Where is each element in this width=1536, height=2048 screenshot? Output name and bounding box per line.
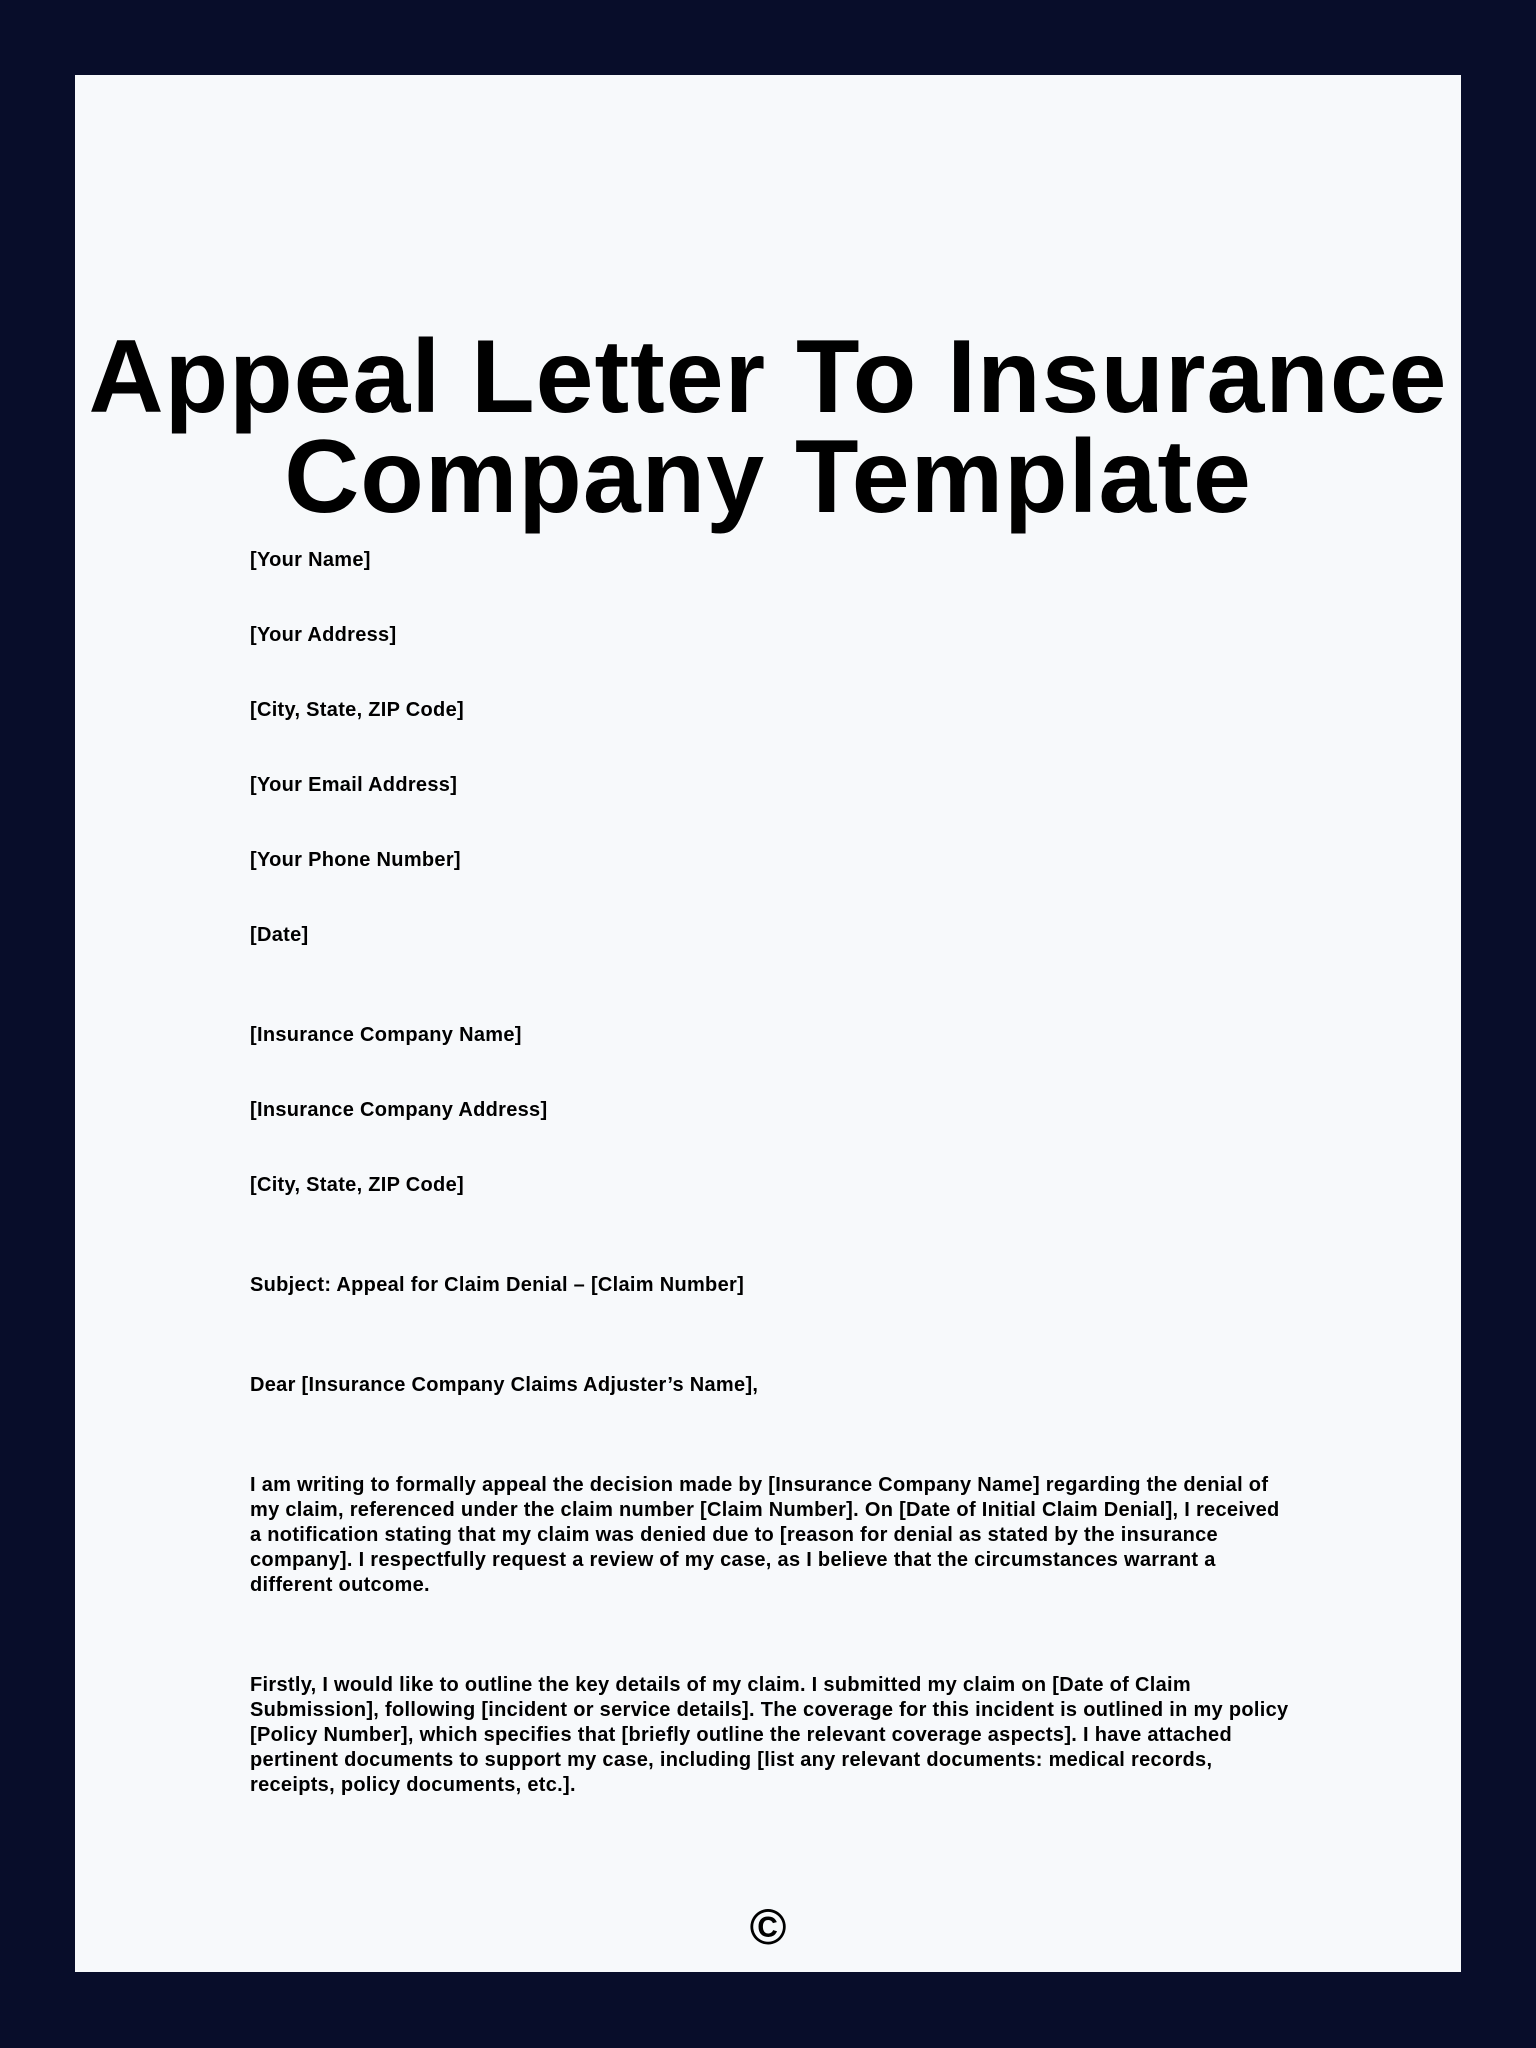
copyright-icon: © bbox=[749, 1899, 787, 1955]
sender-phone: [Your Phone Number] bbox=[250, 849, 461, 871]
letter-salutation: Dear [Insurance Company Claims Adjuster’s Name], bbox=[250, 1374, 759, 1396]
sender-name: [Your Name] bbox=[250, 549, 371, 571]
letter-paragraph: Firstly, I would like to outline the key details of my claim. I submitted my claim on [Date of Claim Submission], following [incident or service details]. The coverage for this incident is outlined in my policy [Policy Number], which specifies that [briefly outline the relevant coverage aspects]. I have attached pertinent documents to support my case, including [list any relevant documents: medical records, receipts, policy documents, etc.]. bbox=[250, 1674, 1289, 1796]
sender-address: [Your Address] bbox=[250, 624, 397, 646]
recipient-company-address: [Insurance Company Address] bbox=[250, 1099, 548, 1121]
page-title-line-1: Appeal Letter To Insurance bbox=[88, 319, 1448, 435]
letter-paragraph: I am writing to formally appeal the decision made by [Insurance Company Name] regarding the denial of my claim, referenced under the claim number [Claim Number]. On [Date of Initial Claim Denial], I received a notification stating that my claim was denied due to [reason for denial as stated by the insurance company]. I respectfully request a review of my case, as I believe that the circumstances warrant a different outcome. bbox=[250, 1474, 1280, 1596]
page-title bbox=[75, 319, 1461, 535]
sender-email: [Your Email Address] bbox=[250, 774, 458, 796]
sender-city-state-zip: [City, State, ZIP Code] bbox=[250, 699, 464, 721]
letter-page bbox=[75, 75, 1461, 1972]
recipient-city-state-zip: [City, State, ZIP Code] bbox=[250, 1174, 464, 1196]
recipient-company-name: [Insurance Company Name] bbox=[250, 1024, 522, 1046]
letter-subject: Subject: Appeal for Claim Denial – [Claim Number] bbox=[250, 1274, 745, 1296]
letter-date: [Date] bbox=[250, 924, 309, 946]
page-title-line-2: Company Template bbox=[284, 419, 1252, 535]
